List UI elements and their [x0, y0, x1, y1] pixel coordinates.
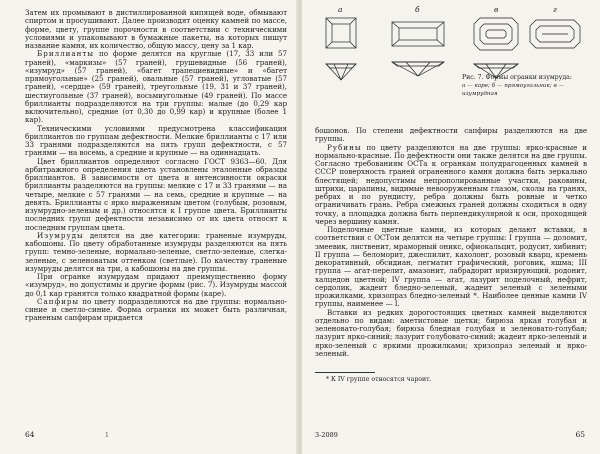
emerald-cut-figure — [320, 4, 585, 122]
right-page — [302, 0, 600, 454]
paragraph — [25, 232, 287, 273]
paragraph — [315, 309, 587, 359]
figure-letter-b: б — [415, 5, 420, 14]
figure-letter-a: а — [338, 5, 343, 14]
paragraph-lead-term: Сапфиры — [37, 296, 80, 306]
paragraph — [315, 144, 587, 227]
paragraph-text: делятся на две категории: граненые изумруды, кабошоны. По цвету обработанные изумруды разделяются на пять групп: темно-зеленые, нормально-зеленые, светло-зеленые, слегка-зеленые, с зеленоватым оттенком (светлые). По качеству граненые изумруды делятся на три, а кабошоны на две группы. — [25, 230, 287, 273]
gem-rectangle-side — [392, 62, 444, 76]
gem-square-side — [326, 64, 356, 80]
paragraph-lead-term: Изумруды — [37, 230, 84, 240]
paragraph — [315, 127, 587, 144]
paragraph-text: Техническими условиями предусмотрена классификация бриллиантов по группам дефектности. Мелкие бриллианты с 17 или 33 гранями подразделяются на пять групп дефектности, с 57 гранями — на восемь, а средние и крупные — на одиннадцать. — [25, 123, 287, 158]
paragraph — [25, 273, 287, 298]
paragraph-text: Цвет бриллиантов определяют согласно ГОСТ 9363—60. Для арбитражного определения цвета установлены эталонные образцы бриллиантов. В зависимости от цвета и интенсивности окраски бриллианты разделяются на группы: мелкие с 17 и 33 гранями — на четыре, мелкие с 57 гранями — на семь, средние и крупные — на девять. Бриллианты с ярко выраженным цветом (голубым, розовым, изумрудно-зеленым и др.) относятся к I группе цвета. Бриллианты последних групп дефектности независимо от их цвета относят к последним группам цвета. — [25, 156, 287, 232]
paragraph-text: Затем их промывают в дистиллированной кипящей воде, обмывают спиртом и просушивают. Далее производят оценку камней по массе, форме, цвету, группе порочности в соответствии с техническими условиями и упаковывают в бумажные пакеты, на которых пишут название камня, их количество, общую массу, цену за 1 кар. — [25, 8, 287, 50]
paragraph-lead-term: Рубины — [327, 142, 362, 152]
paragraph-text: по форме делятся на круглые (17, 33 или 57 граней), «маркизы» (57 граней), грушевидные (56 граней), «изумруд» (57 граней), «багет трапециевидные» и «багет прямоугольные» (25 граней), овальные (57 граней), угловатые (57 граней), «сердце» (59 граней), треугольные (19, 31 и 37 граней), шестиугольные (37 граней), восьмиугольные (49 граней). По массе бриллианты подразделяются на три группы: малые (до 0,29 кар включительно), средние (от 0,30 до 0,99 кар) и крупные (более 1 кар). — [25, 49, 287, 125]
left-text-column — [25, 9, 287, 323]
paragraph — [25, 9, 287, 50]
figure-letter-v: в — [494, 5, 499, 14]
gutter-mark: 1 — [105, 432, 109, 439]
figure-caption-legend: а — каре; б — прямоугольник; в — изумрудная — [462, 83, 565, 97]
right-page-number: 65 — [575, 430, 585, 439]
paragraph-text: Вставки из редких дорогостоящих цветных камней выделяются отдельно по видам: аметистовые щетки; бирюза яркая голубая и зеленовато-голубая; бирюза бледная голубая и зеленовато-голубая; лазурит ярко-синий; лазурит голубовато-синий; жадеит ярко-зеленый и ярко-зеленый с яркими прожилками; хризопраз зеленый и ярко-зеленый. — [315, 307, 587, 358]
figure-caption — [462, 74, 590, 98]
left-page — [0, 0, 298, 454]
paragraph-text: по цвету подразделяются на две группы: нормально-синие и светло-синие. Форма огранки их может быть различная, граненым сапфирам придается — [25, 296, 287, 323]
paragraph-lead-term: Бриллианты — [37, 49, 95, 59]
paragraph — [25, 298, 287, 323]
figure-letter-g: г — [553, 5, 557, 14]
left-page-number: 64 — [25, 430, 35, 439]
gem-emerald-top — [474, 18, 518, 50]
paragraph-text: по цвету разделяются на две группы: ярко-красные и нормально-красные. По дефектности они также делятся на две группы. Согласно требованиям ОСТа к огранкам полудрагоценных камней в СССР поверхность граней ограненного камня должна быть зеркально блестящей; недопустимы непрополированные участки, раковины, штрихи, царапины, видимые невооруженным глазом, сколы на гранях, ребрах и по рундисту, ребра должны быть ровные и четко ограничивать грань. Ребра смежных граней должны сходиться в одну точку, а площадка должна быть перпендикулярной к оси, проходящей через вершину камня. — [315, 142, 587, 226]
figure-caption-title: Рис. 7. Формы огранки изумруда: — [462, 74, 572, 81]
paragraph — [25, 158, 287, 232]
paragraph-text: Поделочные цветные камни, из которых делают вставки, в соответствии с ОСТом делятся на четыре группы: I группа — доломит, змеевик, лиственит, мраморный оникс, офиокальцит, родусит, хибинит; II группа — беломорит, джеспилит, кахолонг, розовый кварц, кремень декоративный, обсидиан, пегматит графический, роговик, яшма; III группа — агат-перелит, амазонит, лабрадорит иризирующий, родонит, халцедон цветной; IV группа — агат, лазурит поделочный, нефрит, сердолик, жадеит бледно-зеленый, жадеит зеленый с зелеными прожилками, хризопраз бледно-зеленый *. Наиболее ценные камни IV группы, наименее — I. — [315, 225, 587, 309]
gem-rectangle-top — [392, 22, 444, 46]
right-text-column — [315, 127, 587, 358]
footnote: * К IV группе относятся чароит. — [326, 376, 432, 383]
paragraph — [25, 125, 287, 158]
paragraph-text: бошонов. По степени дефектности сапфиры разделяются на две группы. — [315, 126, 587, 144]
gem-emerald-wide-top — [530, 20, 580, 48]
paragraph — [25, 50, 287, 124]
paragraph — [315, 226, 587, 309]
printer-signature: 3-2089 — [315, 431, 338, 439]
footnote-rule — [315, 372, 375, 373]
paragraph-text: При огранке изумрудам придают преимущественно форму «изумруд», но допустимы и другие формы (рис. 7). Изумруды массой до 0,1 кар гранятся только квадратной формы (каре). — [25, 272, 287, 298]
gem-square-top — [326, 18, 356, 48]
